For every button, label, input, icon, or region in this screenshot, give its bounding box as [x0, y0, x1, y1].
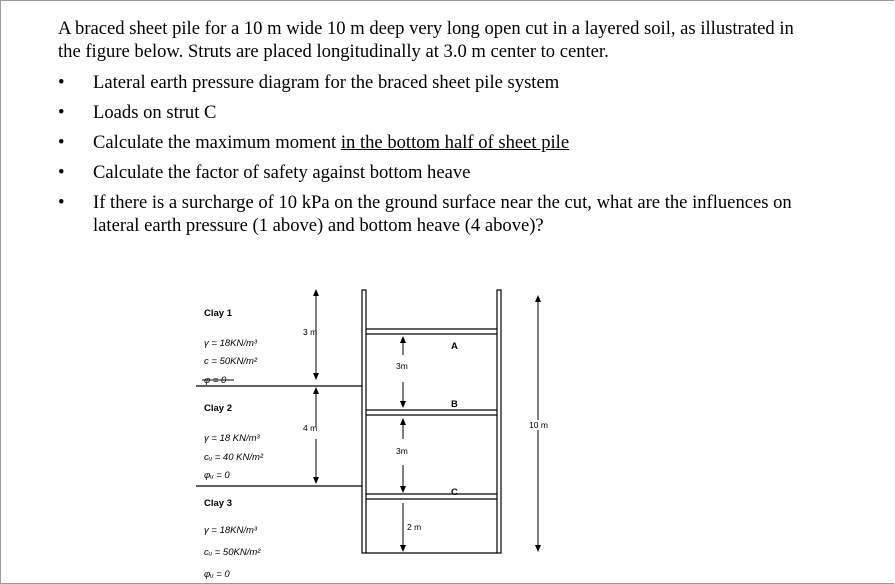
clay3-phi: φᵤ = 0	[204, 569, 230, 580]
left-sheet-pile	[362, 290, 366, 553]
clay2-label: Clay 2	[204, 403, 232, 414]
clay3-gamma: γ = 18KN/m³	[204, 525, 258, 536]
clay1-gamma: γ = 18KN/m³	[204, 338, 258, 349]
depth-dimension-label: 10 m	[529, 420, 548, 430]
clay2-cohesion: cᵤ = 40 KN/m²	[204, 452, 264, 463]
task-text: Calculate the factor of safety against bottom heave	[93, 162, 471, 183]
strut-spacing-label-1: 3m	[396, 361, 408, 371]
clay1-phi: φ = 0	[204, 375, 227, 386]
strut-a	[366, 329, 497, 334]
clay3-label: Clay 3	[204, 498, 232, 509]
strut-label-a: A	[451, 341, 458, 352]
intro-line-2: the figure below. Struts are placed longitudinally at 3.0 m center to center.	[58, 41, 609, 62]
clay1-label: Clay 1	[204, 308, 232, 319]
task-underlined-text: in the bottom half of sheet pile	[340, 132, 570, 153]
task-text: Lateral earth pressure diagram for the braced sheet pile system	[93, 72, 560, 93]
right-sheet-pile	[497, 290, 501, 553]
intro-line-1: A braced sheet pile for a 10 m wide 10 m deep very long open cut in a layered soil, as illustrated in	[58, 18, 794, 39]
strut-b	[366, 410, 497, 415]
task-text: Calculate the maximum moment	[93, 132, 341, 153]
clay1-cohesion: c = 50KN/m²	[204, 356, 258, 367]
clay1-thickness-label: 3 m	[303, 327, 318, 337]
strut-label-b: B	[451, 399, 458, 410]
strut-spacing-label-2: 3m	[396, 446, 408, 456]
clay3-cohesion: cᵤ = 50KN/m²	[204, 547, 261, 558]
clay2-gamma: γ = 18 KN/m³	[204, 433, 260, 444]
clay2-phi: φᵤ = 0	[204, 470, 230, 481]
strut-label-c: C	[451, 487, 458, 498]
strut-c	[366, 494, 497, 499]
bottom-dimension-label: 2 m	[407, 522, 422, 532]
task-text: If there is a surcharge of 10 kPa on the ground surface near the cut, what are the influences on	[93, 192, 792, 213]
clay2-thickness-label: 4 m	[303, 423, 318, 433]
task-text-continued: lateral earth pressure (1 above) and bottom heave (4 above)?	[93, 215, 544, 236]
clay2-thickness-dimension	[306, 390, 326, 481]
task-text: Loads on strut C	[93, 102, 217, 123]
